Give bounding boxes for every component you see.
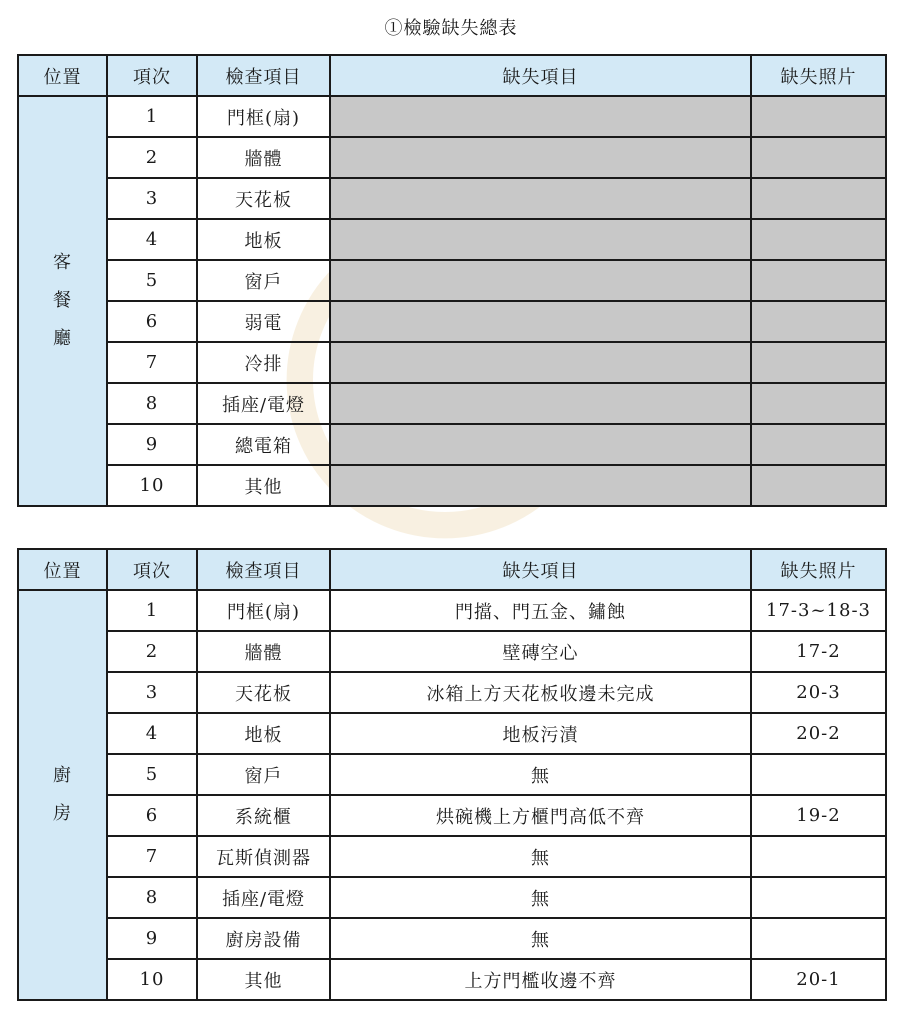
defect-cell-empty <box>330 137 751 178</box>
table-row <box>18 383 886 424</box>
row-number: 9 <box>107 918 197 959</box>
defect-description: 無 <box>330 754 751 795</box>
defect-cell-empty <box>330 301 751 342</box>
table-row <box>18 918 886 959</box>
check-item: 門框(扇) <box>197 590 330 631</box>
photo-cell-empty <box>751 301 886 342</box>
check-item: 窗戶 <box>197 260 330 301</box>
row-number: 3 <box>107 672 197 713</box>
defect-cell-empty <box>330 219 751 260</box>
row-number: 6 <box>107 795 197 836</box>
header-item: 檢查項目 <box>197 549 330 590</box>
defect-description: 地板污漬 <box>330 713 751 754</box>
row-number: 1 <box>107 96 197 137</box>
photo-reference: 19-2 <box>751 795 886 836</box>
check-item: 牆體 <box>197 137 330 178</box>
row-number: 3 <box>107 178 197 219</box>
location-char: 廳 <box>53 328 72 349</box>
check-item: 總電箱 <box>197 424 330 465</box>
header-position: 位置 <box>18 55 107 96</box>
check-item: 系統櫃 <box>197 795 330 836</box>
defect-cell-empty <box>330 260 751 301</box>
row-number: 1 <box>107 590 197 631</box>
check-item: 弱電 <box>197 301 330 342</box>
location-char: 廚 <box>53 765 72 786</box>
check-item: 天花板 <box>197 178 330 219</box>
table-row <box>18 959 886 1000</box>
check-item: 瓦斯偵測器 <box>197 836 330 877</box>
location-cell-kitchen <box>18 590 107 1000</box>
check-item: 牆體 <box>197 631 330 672</box>
table-row <box>18 590 886 631</box>
photo-reference <box>751 836 886 877</box>
photo-reference: 20-2 <box>751 713 886 754</box>
table-row <box>18 424 886 465</box>
table-row <box>18 795 886 836</box>
row-number: 6 <box>107 301 197 342</box>
header-position: 位置 <box>18 549 107 590</box>
defect-description: 門擋、門五金、鏽蝕 <box>330 590 751 631</box>
row-number: 7 <box>107 342 197 383</box>
check-item: 其他 <box>197 465 330 506</box>
row-number: 8 <box>107 877 197 918</box>
photo-reference: 20-1 <box>751 959 886 1000</box>
row-number: 2 <box>107 137 197 178</box>
table-header-row <box>18 55 886 96</box>
photo-reference: 20-3 <box>751 672 886 713</box>
defect-cell-empty <box>330 178 751 219</box>
check-item: 地板 <box>197 219 330 260</box>
photo-reference: 17-2 <box>751 631 886 672</box>
row-number: 4 <box>107 713 197 754</box>
table-row <box>18 342 886 383</box>
kitchen-defect-table <box>17 548 887 1001</box>
defect-cell-empty <box>330 342 751 383</box>
table-row <box>18 877 886 918</box>
location-char: 餐 <box>53 290 72 311</box>
table-row <box>18 96 886 137</box>
defect-description: 冰箱上方天花板收邊未完成 <box>330 672 751 713</box>
defect-description: 無 <box>330 877 751 918</box>
defect-cell-empty <box>330 424 751 465</box>
defect-cell-empty <box>330 383 751 424</box>
photo-reference <box>751 877 886 918</box>
photo-cell-empty <box>751 383 886 424</box>
row-number: 4 <box>107 219 197 260</box>
table-row <box>18 672 886 713</box>
defect-description: 無 <box>330 836 751 877</box>
check-item: 窗戶 <box>197 754 330 795</box>
row-number: 9 <box>107 424 197 465</box>
row-number: 5 <box>107 260 197 301</box>
defect-cell-empty <box>330 96 751 137</box>
table-row <box>18 465 886 506</box>
check-item: 冷排 <box>197 342 330 383</box>
location-cell-living-room <box>18 96 107 506</box>
header-defect: 缺失項目 <box>330 549 751 590</box>
defect-description: 壁磚空心 <box>330 631 751 672</box>
check-item: 其他 <box>197 959 330 1000</box>
defect-description: 烘碗機上方櫃門高低不齊 <box>330 795 751 836</box>
header-photo: 缺失照片 <box>751 549 886 590</box>
check-item: 插座/電燈 <box>197 877 330 918</box>
check-item: 天花板 <box>197 672 330 713</box>
table-row <box>18 178 886 219</box>
table-row <box>18 219 886 260</box>
photo-cell-empty <box>751 342 886 383</box>
header-photo: 缺失照片 <box>751 55 886 96</box>
table-row <box>18 260 886 301</box>
defect-cell-empty <box>330 465 751 506</box>
location-char: 房 <box>53 803 72 824</box>
photo-cell-empty <box>751 96 886 137</box>
photo-reference <box>751 754 886 795</box>
header-defect: 缺失項目 <box>330 55 751 96</box>
photo-reference: 17-3~18-3 <box>751 590 886 631</box>
table-row <box>18 836 886 877</box>
table-row <box>18 137 886 178</box>
header-item: 檢查項目 <box>197 55 330 96</box>
table-row <box>18 713 886 754</box>
photo-cell-empty <box>751 424 886 465</box>
defect-description: 無 <box>330 918 751 959</box>
header-number: 項次 <box>107 549 197 590</box>
table-header-row <box>18 549 886 590</box>
location-char: 客 <box>53 252 72 273</box>
photo-cell-empty <box>751 219 886 260</box>
defect-description: 上方門檻收邊不齊 <box>330 959 751 1000</box>
photo-cell-empty <box>751 260 886 301</box>
photo-cell-empty <box>751 137 886 178</box>
row-number: 8 <box>107 383 197 424</box>
photo-reference <box>751 918 886 959</box>
living-room-defect-table <box>17 54 887 507</box>
check-item: 廚房設備 <box>197 918 330 959</box>
row-number: 2 <box>107 631 197 672</box>
row-number: 10 <box>107 465 197 506</box>
table-row <box>18 754 886 795</box>
check-item: 門框(扇) <box>197 96 330 137</box>
check-item: 插座/電燈 <box>197 383 330 424</box>
table-row <box>18 631 886 672</box>
row-number: 5 <box>107 754 197 795</box>
photo-cell-empty <box>751 465 886 506</box>
row-number: 7 <box>107 836 197 877</box>
photo-cell-empty <box>751 178 886 219</box>
table-row <box>18 301 886 342</box>
check-item: 地板 <box>197 713 330 754</box>
header-number: 項次 <box>107 55 197 96</box>
page-title: ①檢驗缺失總表 <box>384 18 518 39</box>
row-number: 10 <box>107 959 197 1000</box>
